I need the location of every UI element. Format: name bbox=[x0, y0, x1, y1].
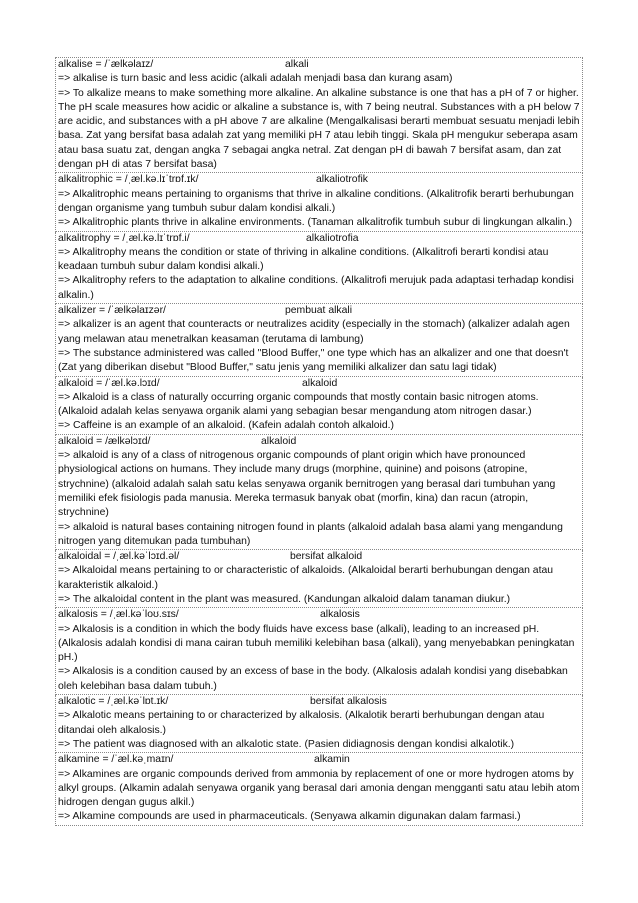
entry-term: alkalizer = /ˈælkəlaɪzər/ bbox=[58, 305, 166, 317]
entry-line: => Caffeine is an example of an alkaloid. (Kafein adalah contoh alkaloid.) bbox=[58, 420, 394, 432]
entry-line: => The substance administered was called "Blood Buffer," one type which has an alkalizer and one that doesn't (Zat yang diberikan disebut "Blood Buffer," satu jenis yang memiliki alkalizer dan satu lagi tidak) bbox=[58, 347, 569, 374]
entry-headline bbox=[58, 695, 580, 709]
entry-line: => Alkalitrophic plants thrive in alkaline environments. (Tanaman alkalitrofik tumbuh subur di lingkungan alkalin.) bbox=[58, 217, 573, 229]
entry-term: alkaloid = /ælkəlɔɪd/ bbox=[58, 435, 151, 447]
entry-term: alkaloid = /ˈæl.kə.lɔɪd/ bbox=[58, 377, 160, 389]
entry-line: => Alkalitrophy means the condition or state of thriving in alkaline conditions. (Alkalitrofi berarti kondisi atau keadaan tumbuh subur dalam kondisi alkali.) bbox=[58, 246, 549, 273]
entry-line: => Alkalosis is a condition in which the body fluids have excess base (alkali), leading to an increased pH. (Alkalosis adalah kondisi di mana cairan tubuh memiliki kelebihan basa (alkali), yang menyebabkan peningkatan pH.) bbox=[58, 623, 575, 664]
entry-line: => Alkaloid is a class of naturally occurring organic compounds that mostly contain basic nitrogen atoms. (Alkaloid adalah kelas senyawa organik alami yang sebagian besar mengandung atom nitrogen dasar.) bbox=[58, 391, 539, 418]
entry-term: alkalotic = /ˌæl.kəˈlɒt.ɪk/ bbox=[58, 696, 169, 708]
entry-line: => alkaloid is natural bases containing nitrogen found in plants (alkaloid adalah basa alami yang mengandung nitrogen yang ditemukan pada tumbuhan) bbox=[58, 521, 563, 547]
entry-term: alkalosis = /ˌæl.kəˈloʊ.sɪs/ bbox=[58, 609, 179, 621]
entry-translation: alkaloid bbox=[302, 377, 338, 389]
entry-translation: alkali bbox=[285, 59, 309, 70]
entry-alkalotic bbox=[55, 695, 583, 753]
entry-line: => The alkaloidal content in the plant was measured. (Kandungan alkaloid dalam tanaman diukur.) bbox=[58, 593, 511, 605]
entry-headline bbox=[58, 550, 580, 564]
entry-headline bbox=[58, 173, 580, 187]
entry-line: => alkalizer is an agent that counteracts or neutralizes acidity (especially in the stomach) (alkalizer adalah agen yang melawan atau menetralkan keasaman (terutama di lambung) bbox=[58, 319, 570, 345]
entry-alkalise bbox=[55, 57, 583, 173]
entry-alkalizer bbox=[55, 304, 583, 376]
entry-line: => Alkalosis is a condition caused by an excess of base in the body. (Alkalosis adalah kondisi yang disebabkan oleh kelebihan basa dalam tubuh.) bbox=[58, 666, 568, 692]
entry-term: alkamine = /ˈæl.kəˌmaɪn/ bbox=[58, 754, 174, 766]
entry-term: alkalitrophic = /ˌæl.kə.lɪˈtrɒf.ɪk/ bbox=[58, 174, 199, 186]
dictionary-page bbox=[55, 57, 583, 826]
entry-alkalitrophy bbox=[55, 232, 583, 304]
entry-headline bbox=[58, 232, 580, 246]
entry-alkaloid-2 bbox=[55, 435, 583, 550]
entry-alkalosis bbox=[55, 608, 583, 695]
entry-alkalitrophic bbox=[55, 173, 583, 231]
entry-line: => To alkalize means to make something more alkaline. An alkaline substance is one that has a pH of 7 or higher. The pH scale measures how acidic or alkaline a substance is, with 7 being neutral. Substances with a pH below 7 are acidic, and substances with a pH above 7 are alkaline (Mengalkalisasi berarti membuat sesuatu menjadi lebih basa. Zat yang bersifat basa adalah zat yang memiliki pH 7 atau lebih tinggi. Skala pH mengukur seberapa asam atau basa suatu zat, dengan angka 7 sebagai angka netral. Zat dengan pH di bawah 7 bersifat asam, dan zat dengan pH di atas 7 bersifat basa) bbox=[58, 87, 580, 171]
entry-line: => Alkamines are organic compounds derived from ammonia by replacement of one or more hydrogen atoms by alkyl groups. (Alkamin adalah senyawa organik yang berasal dari amonia dengan mengganti satu atau lebih atom hidrogen dengan gugus alkil.) bbox=[58, 768, 580, 809]
entry-headline bbox=[58, 435, 580, 449]
entry-headline bbox=[58, 377, 580, 391]
entry-line: => Alkamine compounds are used in pharmaceuticals. (Senyawa alkamin digunakan dalam farmasi.) bbox=[58, 811, 521, 823]
entry-translation: alkamin bbox=[314, 754, 350, 766]
entry-translation: alkalosis bbox=[320, 609, 360, 621]
entry-line: => alkalise is turn basic and less acidic (alkali adalah menjadi basa dan kurang asam) bbox=[58, 73, 453, 85]
entry-alkamine bbox=[55, 753, 583, 825]
entry-translation: bersifat alkalosis bbox=[310, 696, 387, 708]
entry-translation: alkaliotrofia bbox=[306, 232, 359, 244]
entry-translation: alkaliotrofik bbox=[316, 174, 368, 186]
entry-translation: alkaloid bbox=[261, 435, 297, 447]
entry-translation: bersifat alkaloid bbox=[290, 551, 363, 563]
entry-alkaloidal bbox=[55, 550, 583, 608]
entry-line: => Alkaloidal means pertaining to or characteristic of alkaloids. (Alkaloidal berarti berhubungan dengan atau karakteristik alkaloid.) bbox=[58, 565, 554, 591]
entry-headline bbox=[58, 58, 580, 72]
entry-translation: pembuat alkali bbox=[285, 305, 353, 317]
entry-headline bbox=[58, 608, 580, 622]
entry-headline bbox=[58, 753, 580, 767]
entry-term: alkaloidal = /ˌæl.kəˈlɔɪd.əl/ bbox=[58, 551, 180, 563]
entry-line: => Alkalitrophy refers to the adaptation to alkaline conditions. (Alkalitrofi merujuk pada adaptasi terhadap kondisi alkalin.) bbox=[58, 275, 574, 301]
entry-term: alkalise = /ˈælkəlaɪz/ bbox=[58, 59, 154, 70]
entry-headline bbox=[58, 304, 580, 318]
entry-line: => Alkalitrophic means pertaining to organisms that thrive in alkaline conditions. (Alkalitrofik berarti berhubungan dengan organisme yang tumbuh subur dalam kondisi alkali.) bbox=[58, 188, 574, 214]
entry-line: => Alkalotic means pertaining to or characterized by alkalosis. (Alkalotik berarti berhubungan dengan atau ditandai oleh alkalosis.) bbox=[58, 710, 545, 736]
entry-alkaloid bbox=[55, 377, 583, 435]
entry-term: alkalitrophy = /ˌæl.kə.lɪˈtrɒf.i/ bbox=[58, 232, 190, 244]
entry-line: => alkaloid is any of a class of nitrogenous organic compounds of plant origin which have pronounced physiological actions on humans. They include many drugs (morphine, quinine) and poisons (atropine, strychnine) (alkaloid adalah salah satu kelas senyawa organik bernitrogen yang berasal dari tumbuhan yang memiliki efek fisiologis pada manusia. Mereka termasuk banyak obat (morfin, kina) dan racun (atropin, strychnine) bbox=[58, 450, 556, 519]
entry-line: => The patient was diagnosed with an alkalotic state. (Pasien didiagnosis dengan kondisi alkalotik.) bbox=[58, 738, 515, 750]
